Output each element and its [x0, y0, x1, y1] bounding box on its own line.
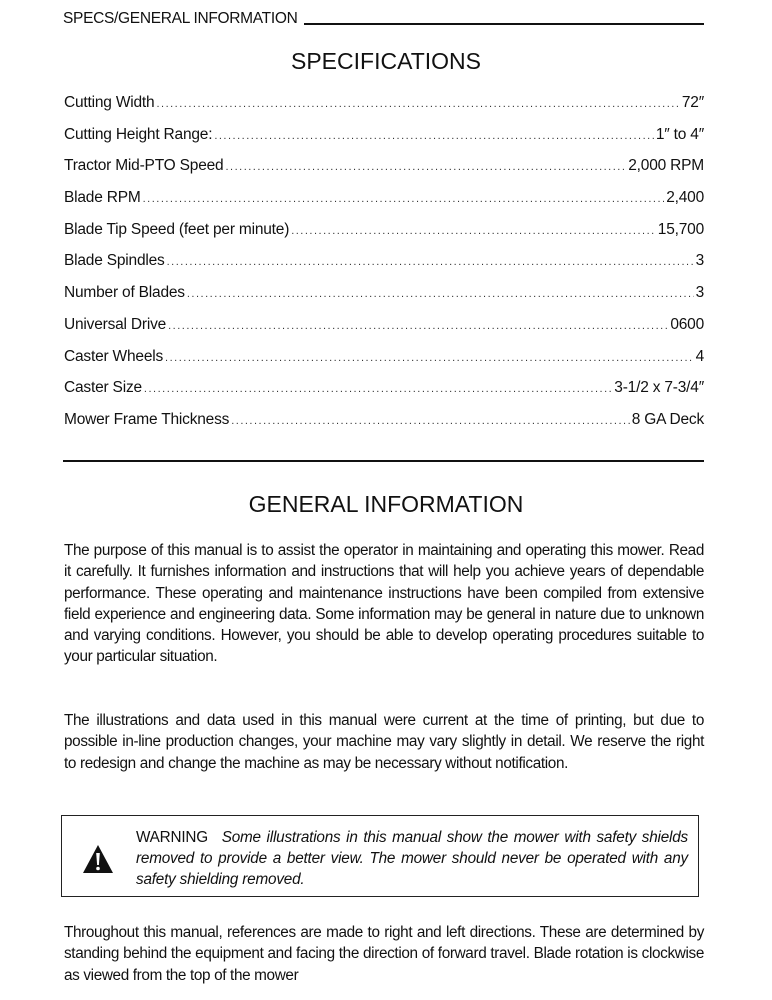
warning-keyword: WARNING	[136, 829, 208, 846]
paragraph-illustrations: The illustrations and data used in this manual were current at the time of printing, but due to possible in-line production changes, your machine may vary slightly in detail. We reserve the right to redesign and change the machine as may be necessary without notification.	[64, 712, 704, 772]
spec-name: Universal Drive	[64, 315, 167, 333]
spec-name: Caster Wheels	[64, 347, 164, 365]
spec-name: Blade Tip Speed (feet per minute)	[64, 220, 290, 238]
spec-row	[64, 252, 704, 284]
spec-value: 15,700	[657, 220, 704, 238]
spec-value: 3	[695, 284, 704, 302]
spec-row	[64, 284, 704, 316]
spec-name: Caster Size	[64, 379, 142, 397]
header-rule	[304, 23, 704, 25]
dot-leader	[168, 320, 668, 332]
section-divider	[63, 460, 704, 462]
section-label: SPECS/GENERAL INFORMATION	[63, 10, 298, 27]
general-information-title: GENERAL INFORMATION	[248, 491, 524, 517]
spec-row	[64, 411, 704, 443]
warning-triangle-icon	[82, 844, 114, 874]
dot-leader	[214, 130, 654, 142]
dot-leader	[165, 352, 694, 364]
spec-row	[64, 348, 704, 380]
spec-row	[64, 189, 704, 221]
dot-leader	[143, 193, 665, 205]
spec-name: Cutting Width	[64, 94, 155, 111]
paragraph-purpose: The purpose of this manual is to assist the operator in maintaining and operating this mower. Read it carefully. It furnishes information and instructions that will help you achieve years of dependable performance. These operating and maintenance instructions have been compiled from extensive field experience and engineering data. Some information may be general in nature due to unknown and varying conditions. However, you should be able to develop operating procedures suitable to your particular situation.	[64, 542, 704, 666]
warning-box	[61, 815, 699, 897]
spec-value: 3-1/2 x 7-3/4″	[614, 379, 704, 397]
specifications-title: SPECIFICATIONS	[291, 48, 481, 74]
spec-name: Cutting Height Range:	[64, 125, 213, 143]
spec-value: 0600	[670, 315, 704, 333]
spec-value: 4	[695, 347, 704, 365]
spec-name: Tractor Mid-PTO Speed	[64, 157, 224, 175]
dot-leader	[156, 98, 679, 110]
specifications-list	[64, 94, 704, 443]
spec-row	[64, 379, 704, 411]
spec-value: 2,400	[666, 189, 704, 207]
spec-value: 8 GA Deck	[631, 410, 704, 428]
spec-row	[64, 157, 704, 189]
paragraph-directions: Throughout this manual, references are made to right and left directions. These are determined by standing behind the equipment and facing the direction of forward travel. Blade rotation is clockwise as viewed from the top of the mower	[64, 924, 704, 984]
spec-value: 72″	[681, 94, 704, 111]
dot-leader	[225, 161, 626, 173]
spec-value: 3	[695, 252, 704, 270]
dot-leader	[291, 225, 656, 237]
spec-row	[64, 94, 704, 126]
spec-row	[64, 126, 704, 158]
warning-message: Some illustrations in this manual show the mower with safety shields removed to provide a better view. The mower should never be operated with any safety shielding removed.	[136, 829, 688, 888]
dot-leader	[231, 415, 630, 427]
spec-row	[64, 221, 704, 253]
spec-value: 1″ to 4″	[655, 125, 704, 143]
spec-value: 2,000 RPM	[628, 157, 704, 175]
dot-leader	[187, 288, 694, 300]
dot-leader	[167, 256, 694, 268]
spec-name: Blade RPM	[64, 189, 141, 207]
spec-name: Blade Spindles	[64, 252, 165, 270]
warning-text	[136, 827, 688, 890]
spec-name: Number of Blades	[64, 284, 185, 302]
dot-leader	[144, 383, 612, 395]
page-header	[63, 10, 704, 28]
spec-row	[64, 316, 704, 348]
spec-name: Mower Frame Thickness	[64, 410, 230, 428]
